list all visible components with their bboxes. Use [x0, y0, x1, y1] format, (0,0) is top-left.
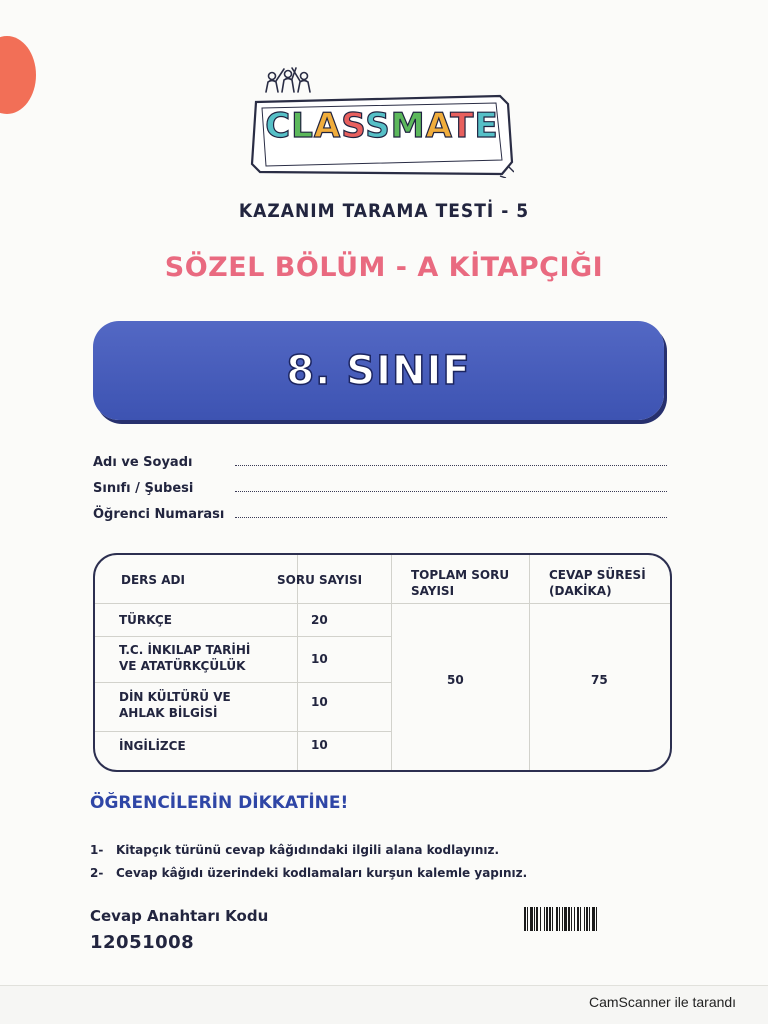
name-field[interactable]	[93, 450, 667, 470]
barcode-bar	[580, 907, 581, 931]
section-title: SÖZEL BÖLÜM - A KİTAPÇIĞI	[164, 252, 604, 283]
barcode-bar	[546, 907, 548, 931]
notice-rule	[90, 843, 499, 857]
logo-wordmark	[246, 106, 518, 146]
total-questions-value: 50	[447, 673, 464, 687]
table-divider	[297, 555, 298, 770]
row-count: 10	[311, 652, 328, 666]
barcode-bar	[586, 907, 588, 931]
row-course: DİN KÜLTÜRÜ VE AHLAK BİLGİSİ	[119, 690, 231, 720]
table-divider	[391, 603, 670, 604]
barcode-bar	[571, 907, 572, 931]
logo-letter: A	[313, 106, 342, 146]
logo-letter: S	[341, 106, 366, 146]
barcode-bar	[552, 907, 553, 931]
barcode-bar	[544, 907, 545, 931]
row-count: 10	[311, 695, 328, 709]
barcode-bar	[536, 907, 538, 931]
grade-label: 8. SINIF	[286, 347, 471, 394]
table-divider	[95, 682, 391, 683]
barcode-bar	[574, 907, 575, 931]
barcode-bar	[530, 907, 533, 931]
rule-text: Cevap kâğıdı üzerindeki kodlamaları kurşun kalemle yapınız.	[116, 866, 528, 880]
student-number-field[interactable]	[93, 502, 667, 522]
barcode-bar	[596, 907, 597, 931]
class-field-label: Sınıfı / Şubesi	[93, 481, 194, 496]
barcode-icon	[524, 907, 672, 931]
course-table	[93, 553, 672, 772]
logo-letter: L	[291, 106, 314, 146]
row-count: 10	[311, 738, 328, 752]
logo-letter: M	[390, 106, 426, 146]
barcode-bar	[589, 907, 590, 931]
notice-title: ÖĞRENCİLERİN DİKKATİNE!	[90, 793, 349, 813]
row-course: TÜRKÇE	[119, 613, 172, 627]
table-divider	[391, 555, 392, 770]
grade-banner	[93, 321, 664, 420]
people-icon	[260, 64, 316, 94]
scanner-watermark: CamScanner ile tarandı	[589, 994, 737, 1010]
answer-key-label: Cevap Anahtarı Kodu	[90, 907, 269, 925]
classmate-logo	[246, 62, 526, 180]
header-duration: CEVAP SÜRESİ (DAKİKA)	[549, 568, 646, 598]
name-field-label: Adı ve Soyadı	[93, 455, 193, 470]
header-course: DERS ADI	[121, 573, 185, 587]
rule-number: 1-	[90, 843, 104, 857]
barcode-bar	[559, 907, 560, 931]
barcode-bar	[568, 907, 570, 931]
rule-number: 2-	[90, 866, 104, 880]
logo-letter: E	[474, 106, 499, 146]
barcode-bar	[584, 907, 585, 931]
logo-letter: A	[425, 106, 451, 146]
header-total-questions: TOPLAM SORU SAYISI	[411, 568, 510, 598]
class-field[interactable]	[93, 476, 667, 496]
logo-letter: S	[365, 106, 391, 146]
table-divider	[95, 636, 391, 637]
answer-key-code: 12051008	[90, 932, 195, 953]
class-field-line[interactable]	[235, 481, 667, 492]
punch-hole-mark	[0, 36, 36, 114]
notice-rule	[90, 866, 527, 880]
logo-letter: C	[265, 106, 292, 146]
student-number-field-label: Öğrenci Numarası	[93, 507, 225, 522]
barcode-bar	[556, 907, 558, 931]
row-count: 20	[311, 613, 328, 627]
table-divider	[529, 555, 530, 770]
barcode-bar	[540, 907, 541, 931]
table-divider	[95, 603, 391, 604]
barcode-bar	[524, 907, 526, 931]
duration-value: 75	[591, 673, 608, 687]
row-course: İNGİLİZCE	[119, 739, 186, 753]
barcode-bar	[527, 907, 528, 931]
barcode-bar	[534, 907, 535, 931]
barcode-bar	[562, 907, 563, 931]
test-title: KAZANIM TARAMA TESTİ - 5	[238, 200, 530, 222]
logo-letter: T	[450, 106, 475, 146]
header-question-count: SORU SAYISI	[277, 573, 363, 587]
barcode-bar	[564, 907, 567, 931]
student-number-field-line[interactable]	[235, 507, 667, 518]
row-course: T.C. İNKILAP TARİHİ VE ATATÜRKÇÜLÜK	[119, 643, 251, 673]
barcode-bar	[577, 907, 579, 931]
barcode-bar	[549, 907, 551, 931]
rule-text: Kitapçık türünü cevap kâğıdındaki ilgili alana kodlayınız.	[116, 843, 500, 857]
name-field-line[interactable]	[235, 455, 667, 466]
table-divider	[95, 731, 391, 732]
barcode-bar	[592, 907, 595, 931]
